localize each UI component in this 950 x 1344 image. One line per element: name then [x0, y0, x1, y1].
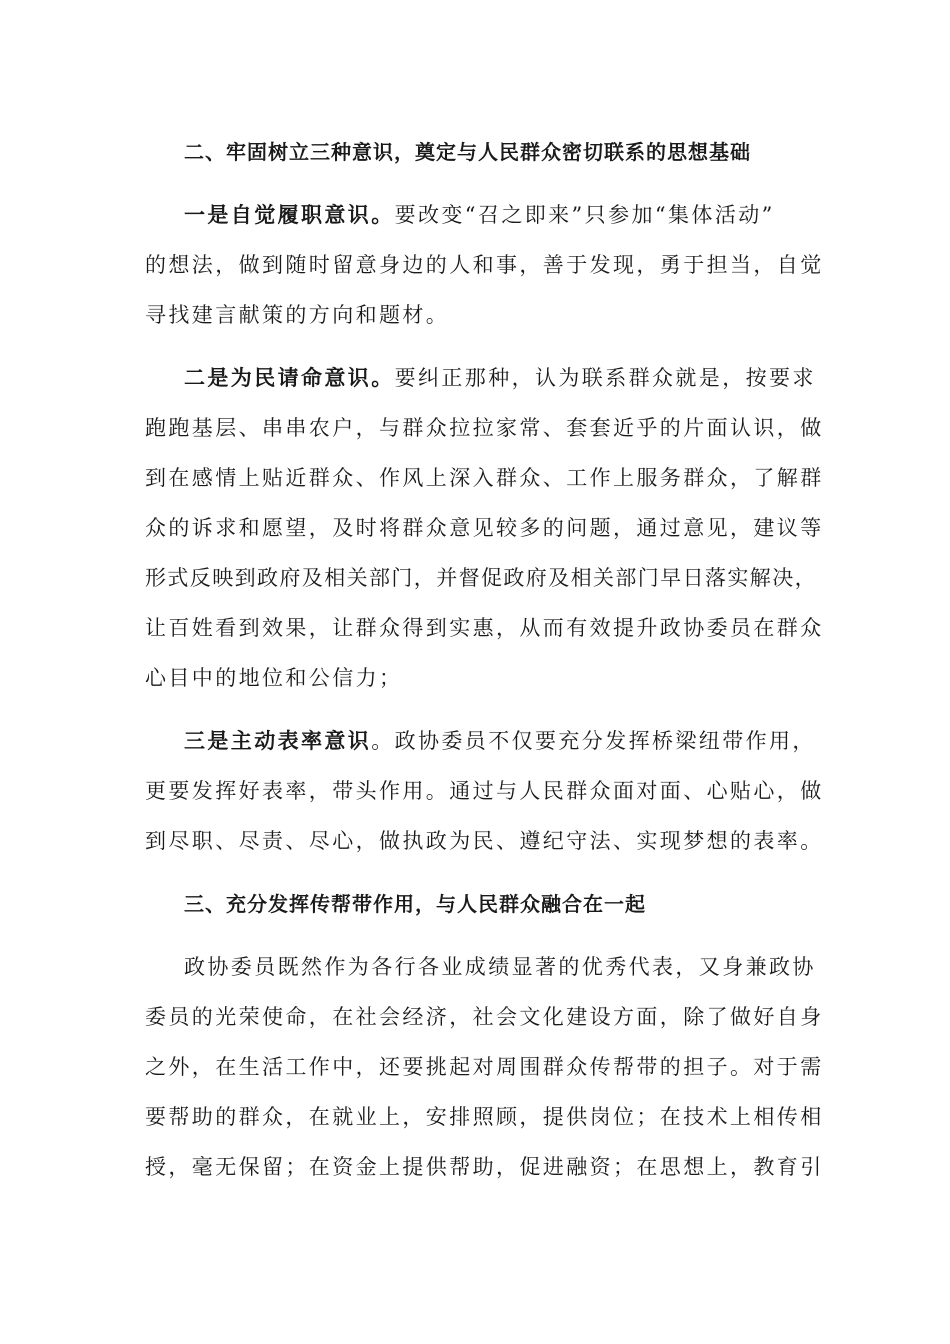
paragraph-2-line-3: 到在感情上贴近群众、作风上深入群众、工作上服务群众，了解群 — [145, 466, 824, 490]
paragraph-3-line-1-text: 。政协委员不仅要充分发挥桥梁纽带作用， — [371, 729, 816, 753]
paragraph-2-line-1-text: 要纠正那种，认为联系群众就是，按要求 — [394, 366, 816, 390]
paragraph-1-line-3: 寻找建言献策的方向和题材。 — [145, 303, 450, 327]
paragraph-4-line-2: 委员的光荣使命，在社会经济，社会文化建设方面，除了做好自身 — [145, 1005, 824, 1029]
paragraph-1-line-2: 的想法，做到随时留意身边的人和事，善于发现，勇于担当，自觉 — [145, 253, 824, 277]
paragraph-3-lead: 三是主动表率意识 — [184, 728, 372, 753]
paragraph-1-lead: 一是自觉履职意识。 — [184, 202, 395, 227]
paragraph-4-line-3: 之外，在生活工作中，还要挑起对周围群众传帮带的担子。对于需 — [145, 1055, 824, 1079]
paragraph-4-line-5: 授，毫无保留；在资金上提供帮助，促进融资；在思想上，教育引 — [145, 1155, 824, 1179]
section-heading-2: 二、牢固树立三种意识，奠定与人民群众密切联系的思想基础 — [184, 140, 751, 164]
section-heading-3: 三、充分发挥传帮带作用，与人民群众融合在一起 — [184, 892, 646, 916]
paragraph-2-line-1 — [184, 365, 816, 391]
paragraph-2-line-7: 心目中的地位和公信力； — [145, 666, 403, 690]
paragraph-2-line-6: 让百姓看到效果，让群众得到实惠，从而有效提升政协委员在群众 — [145, 616, 824, 640]
paragraph-3-line-1 — [184, 728, 816, 754]
paragraph-3-line-3: 到尽职、尽责、尽心，做执政为民、遵纪守法、实现梦想的表率。 — [145, 829, 824, 853]
paragraph-1-line-1-text: 要改变“召之即来”只参加“集体活动” — [394, 203, 775, 227]
paragraph-3-line-2: 更要发挥好表率，带头作用。通过与人民群众面对面、心贴心，做 — [145, 779, 824, 803]
paragraph-1-line-1 — [184, 202, 775, 228]
paragraph-4-line-1: 政协委员既然作为各行各业成绩显著的优秀代表，又身兼政协 — [184, 955, 816, 979]
paragraph-2-line-5: 形式反映到政府及相关部门，并督促政府及相关部门早日落实解决， — [145, 566, 817, 590]
paragraph-2-lead: 二是为民请命意识。 — [184, 365, 395, 390]
paragraph-4-line-4: 要帮助的群众，在就业上，安排照顾，提供岗位；在技术上相传相 — [145, 1105, 824, 1129]
paragraph-2-line-4: 众的诉求和愿望，及时将群众意见较多的问题，通过意见，建议等 — [145, 516, 824, 540]
paragraph-2-line-2: 跑跑基层、串串农户，与群众拉拉家常、套套近乎的片面认识，做 — [145, 416, 824, 440]
